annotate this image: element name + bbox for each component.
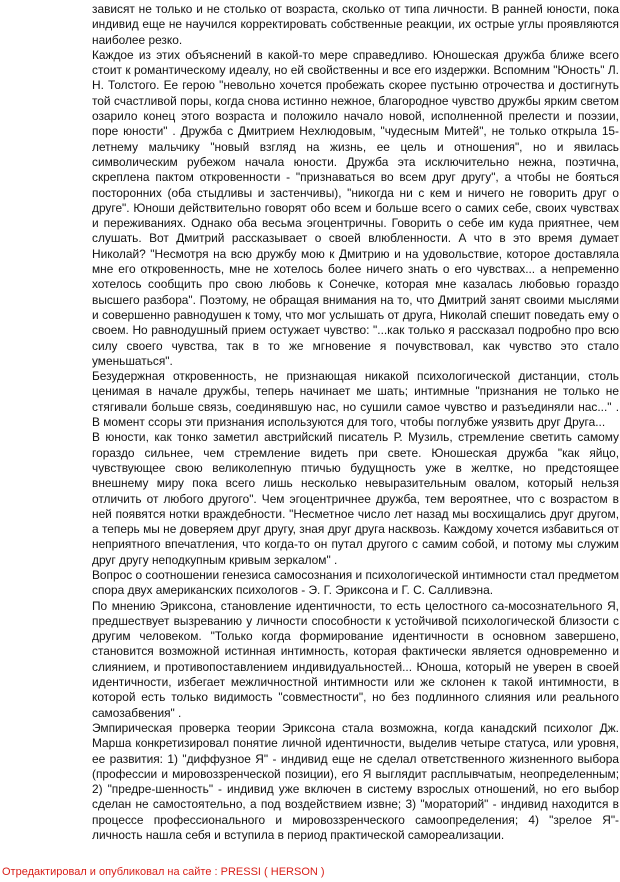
paragraph-2: Каждое из этих объяснений в какой-то мере справедливо. Юношеская дружба ближе всего стоит к романтическому идеалу, но ей свойственны и все его издержки. Вспомним "Юность" Л. Н. Толстого. Ее герою "невольно хочется пробежать скорее пустыню отрочества и достигнуть той счастливой поры, когда снова истинно нежное, благородное чувство дружбы ярким светом озарило конец этого возраста и положило начало новой, исполненной прелести и поэзии, поре юности" . Дружба с Дмитрием Нехлюдовым, "чудесным Митей", не только открыла 15-летнему мальчику "новый взгляд на жизнь, ее цель и отношения", но и явилась символическим рубежом начала юности. Дружба эта исключительно нежна, поэтична, скреплена пактом откровенности - "признаваться во всем друг другу", а чтобы не бояться посторонних (оба стыдливы и застенчивы), "никогда ни с кем и ничего не говорить друг о друге". Юноши действительно говорят обо всем и больше всего о самих себе, своих чувствах и переживаниях. Однако оба весьма эгоцентричны. Говорить о себе им куда приятнее, чем слушать. Вот Дмитрий рассказывает о своей влюбленности. А что в это время думает Николай? "Несмотря на всю дружбу мою к Дмитрию и на удовольствие, которое доставляла мне его откровенность, мне не хотелось более ничего знать о его чувствах... а непременно хотелось сообщить про свою любовь к Сонечке, которая мне казалась любовью гораздо высшего разбора". Поэтому, не обращая внимания на то, что Дмитрий занят своими мыслями и совершенно равнодушен к тому, что мог услышать от друга, Николай спешит поведать ему о своем. Но равнодушный прием остужает чувство: "...как только я рассказал подробно про всю силу своего чувства, так в то же мгновение я почувствовал, как чувство это стало уменьшаться". — [92, 47, 619, 368]
paragraph-1: зависят не только и не столько от возраста, сколько от типа личности. В ранней юности, пока индивид еще не научился корректировать собственные реакции, их острые углы проявляются наиболее резко. — [92, 2, 619, 47]
paragraph-7: Эмпирическая проверка теории Эриксона стала возможна, когда канадский психолог Дж. Марша конкретизировал понятие личной идентичности, выделив четыре статуса, или уровня, ее развития: 1) "диффузное Я" - индивид еще не сделал ответственного жизненного выбора (профессии и мировоззренческой позиции), его Я выглядит расплывчатым, неопределенным; 2) "предре-шенность" - индивид уже включен в систему взрослых отношений, но его выбор сделан не самостоятельно, а под воздействием извне; 3) "мораторий" - индивид находится в процессе профессионального и мировоззренческого самоопределения; 4) "зрелое Я"-личность нашла себя и вступила в период практической самореализации. — [92, 720, 619, 843]
paragraph-3: Безудержная откровенность, не признающая никакой психологической дистанции, столь ценимая в начале дружбы, теперь начинает ме шать; интимные "признания не только не стягивали больше связь, соединявшую нас, но сушили самое чувство и разъединяли нас..." . В момент ссоры эти признания используются для того, чтобы поглубже уязвить друг Друга... — [92, 369, 619, 430]
paragraph-5: Вопрос о соотношении генезиса самосознания и психологической интимности стал предметом спора двух американских психологов - Э. Г. Эриксона и Г. С. Салливэна. — [92, 567, 619, 598]
document-body — [92, 2, 619, 843]
publisher-credit: Отредактировал и опубликовал на сайте : PRESSI ( HERSON ) — [2, 866, 325, 878]
paragraph-4: В юности, как тонко заметил австрийский писатель Р. Музиль, стремление светить самому гораздо сильнее, чем стремление видеть при свете. Юношеская дружба "как яйцо, чувствующее свою великолепную птичью будущность уже в желтке, но предстоящее внешнему миру пока всего лишь несколько невыразительным овалом, который нельзя отличить от любого другого". Чем эгоцентричнее дружба, тем вероятнее, что с возрастом в ней появятся нотки враждебности. "Несметное число лет назад мы восхищались друг другом, а теперь мы не доверяем друг другу, зная друг друга насквозь. Каждому хочется избавиться от неприятного впечатления, что когда-то он путал другого с самим собой, и потому мы служим друг другу неподкупным кривым зеркалом" . — [92, 430, 619, 567]
paragraph-6: По мнению Эриксона, становление идентичности, то есть целостного са-мосознательного Я, предшествует вызреванию у личности способности к устойчивой психологической близости с другим человеком. "Только когда формирование идентичности в основном завершено, становится возможной истинная интимность, которая фактически является одновременно и слиянием, и противопоставлением индивидуальностей... Юноша, который не уверен в своей идентичности, избегает межличностной интимности или же склонен к такой интимности, в которой есть только видимость "совместности", но без подлинного слияния или реального самозабвения" . — [92, 598, 619, 720]
